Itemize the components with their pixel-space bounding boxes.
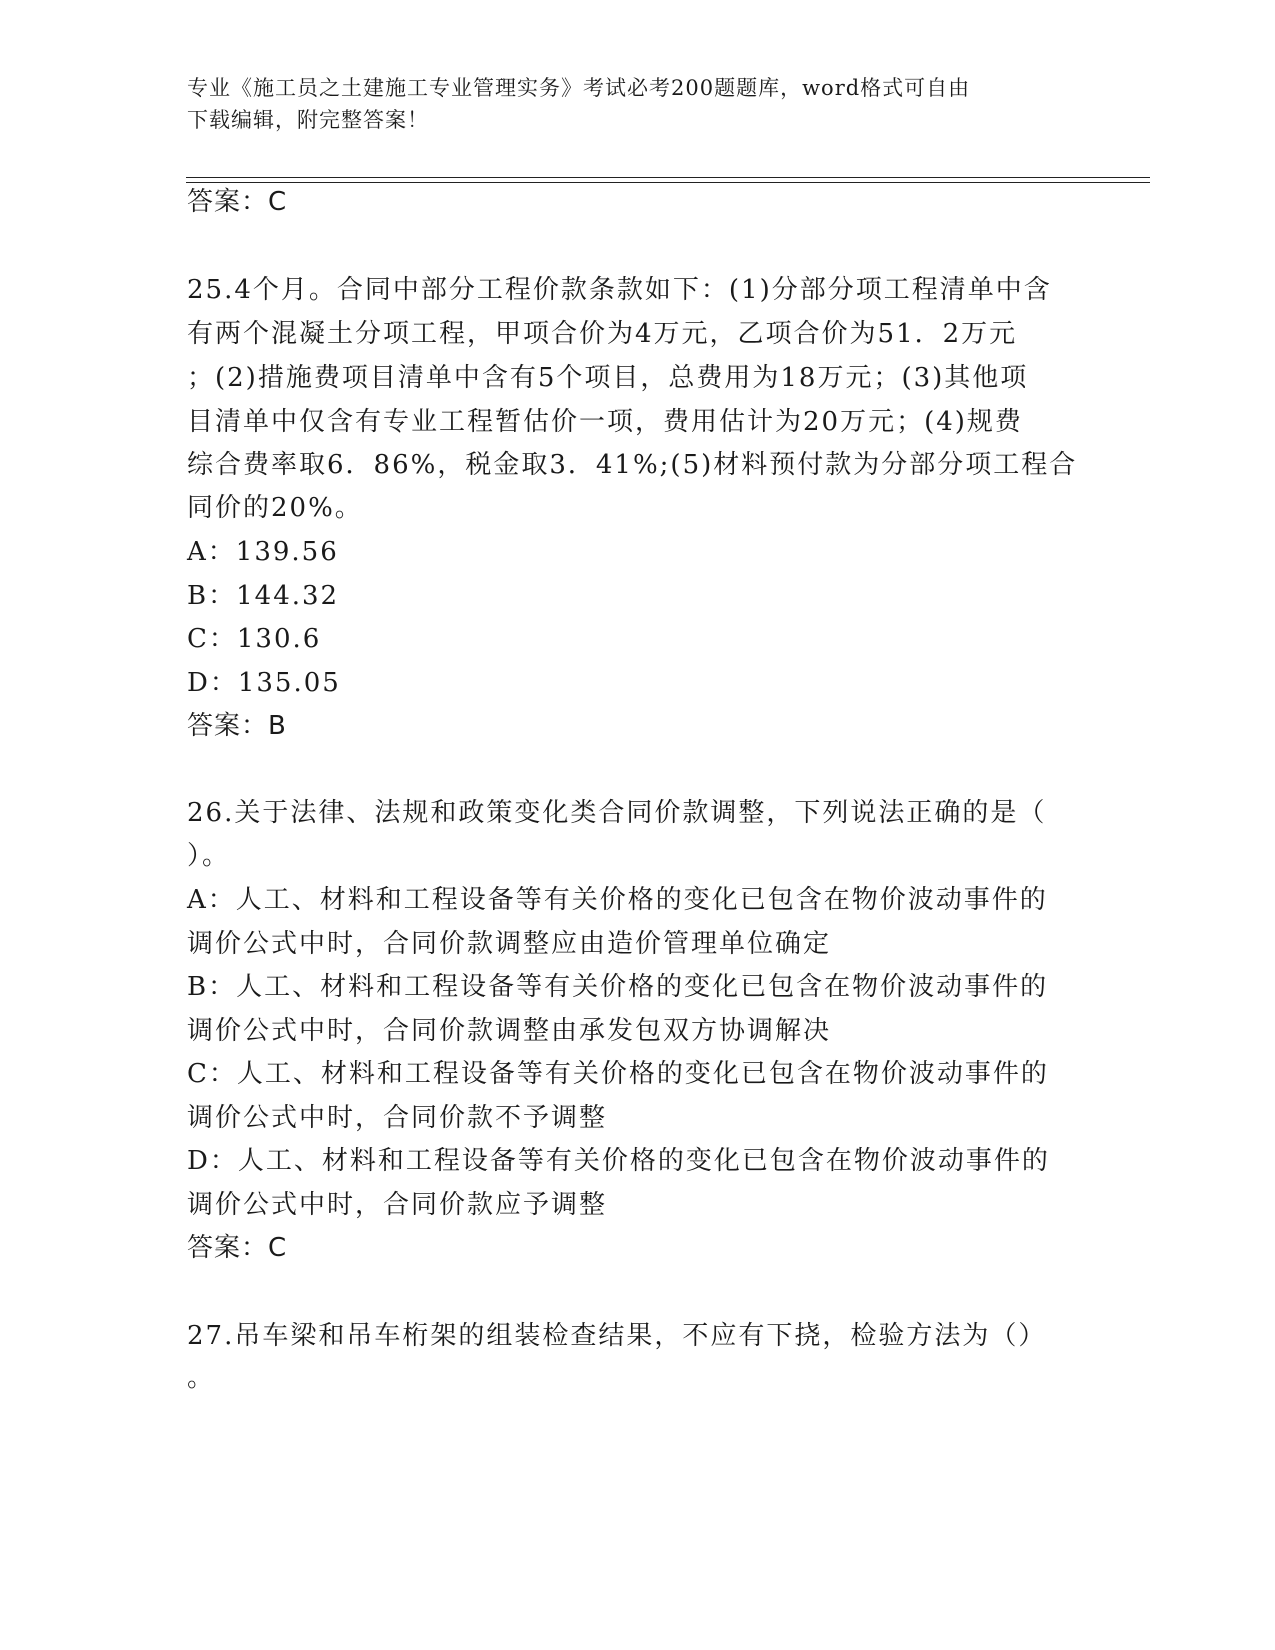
- option-c: C：人工、材料和工程设备等有关价格的变化已包含在物价波动事件的: [187, 1059, 1049, 1089]
- question-line: 有两个混凝土分项工程，甲项合价为4万元，乙项合价为51．2万元: [187, 319, 1018, 349]
- question-line: 目清单中仅含有专业工程暂估价一项，费用估计为20万元；(4)规费: [187, 407, 1023, 437]
- option-c: C：130.6: [187, 624, 322, 654]
- option-a-cont: 调价公式中时，合同价款调整应由造价管理单位确定: [187, 929, 832, 959]
- question-line: ；(2)措施费项目清单中含有5个项目，总费用为18万元；(3)其他项: [187, 363, 1029, 393]
- answer: 答案：C: [187, 1233, 288, 1263]
- question-line: 同价的20%。: [187, 493, 363, 523]
- option-d: D：135.05: [187, 668, 341, 698]
- previous-answer: 答案：C: [187, 187, 288, 217]
- option-b: B：人工、材料和工程设备等有关价格的变化已包含在物价波动事件的: [187, 972, 1049, 1002]
- question-line: ）。: [187, 841, 231, 871]
- header-divider: [186, 177, 1150, 178]
- option-a: A：人工、材料和工程设备等有关价格的变化已包含在物价波动事件的: [187, 885, 1048, 915]
- header-divider: [186, 182, 1150, 183]
- question-line: 综合费率取6．86%，税金取3．41%;(5)材料预付款为分部分项工程合: [187, 450, 1078, 480]
- header-line: 下载编辑，附完整答案！: [187, 108, 429, 132]
- option-b-cont: 调价公式中时，合同价款调整由承发包双方协调解决: [187, 1016, 832, 1046]
- question-line: 25.4个月。合同中部分工程价款条款如下：(1)分部分项工程清单中含: [187, 275, 1052, 305]
- question-line: 27.吊车梁和吊车桁架的组装检查结果，不应有下挠，检验方法为（）: [187, 1321, 1047, 1351]
- question-line: 26.关于法律、法规和政策变化类合同价款调整，下列说法正确的是（: [187, 798, 1047, 828]
- option-c-cont: 调价公式中时，合同价款不予调整: [187, 1103, 608, 1133]
- option-d-cont: 调价公式中时，合同价款应予调整: [187, 1190, 608, 1220]
- option-d: D：人工、材料和工程设备等有关价格的变化已包含在物价波动事件的: [187, 1146, 1050, 1176]
- document-header: [187, 72, 1087, 136]
- header-line: 专业《施工员之土建施工专业管理实务》考试必考200题题库，word格式可自由: [187, 76, 971, 100]
- question-line: 。: [187, 1363, 216, 1393]
- option-b: B：144.32: [187, 581, 340, 611]
- option-a: A：139.56: [187, 537, 339, 567]
- answer: 答案：B: [187, 711, 287, 741]
